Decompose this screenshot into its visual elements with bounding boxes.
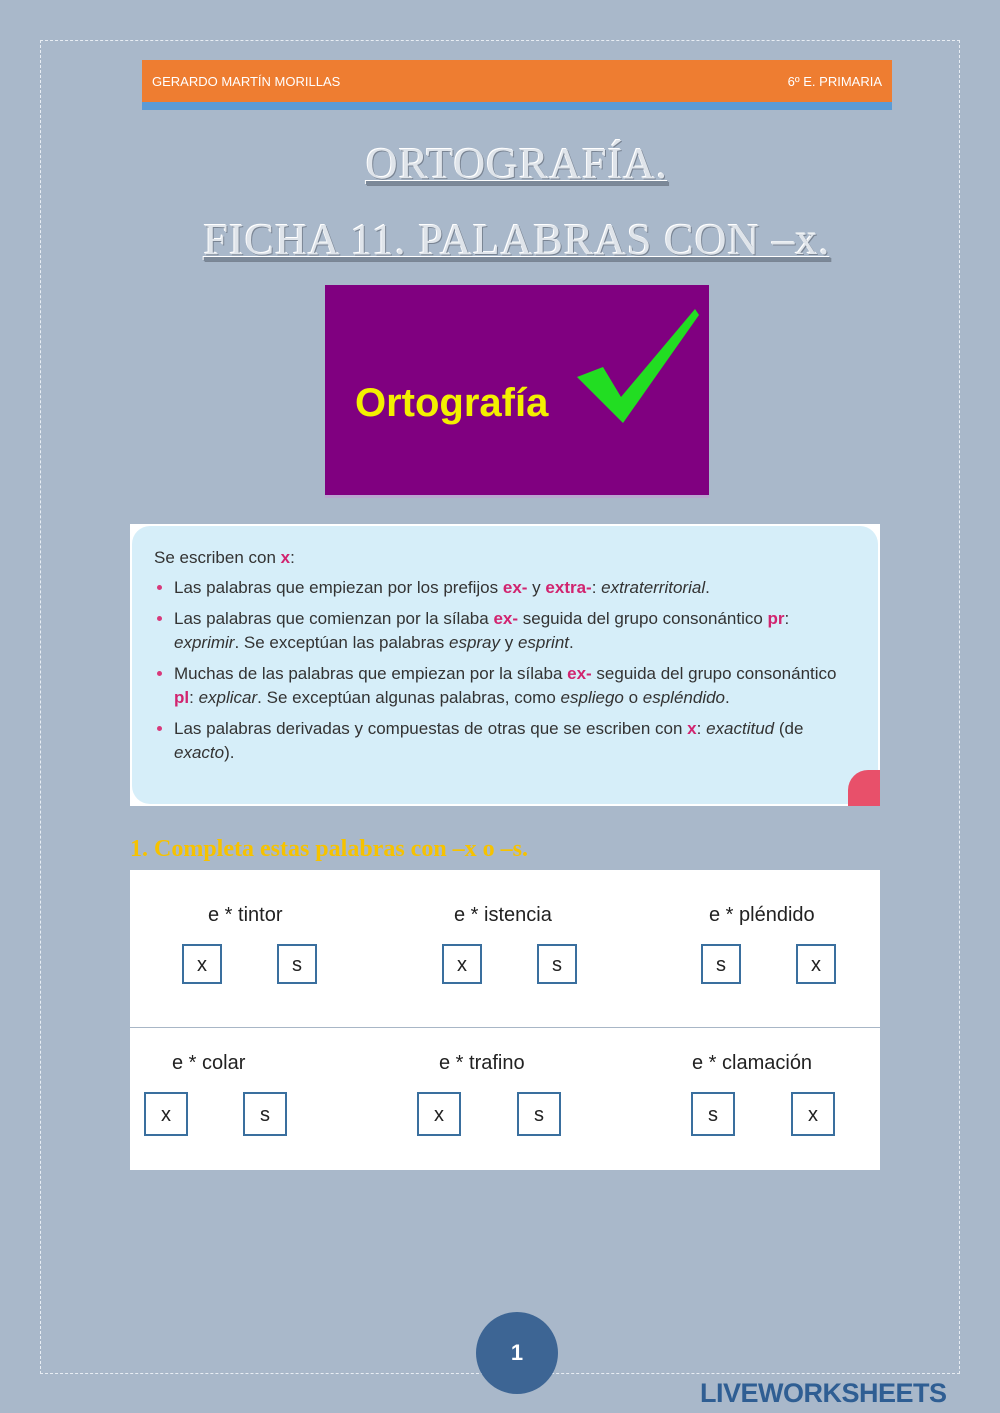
grade: 6º E. PRIMARIA: [787, 74, 882, 89]
rule-2: • Las palabras que comienzan por la sílaba ex- seguida del grupo consonántico pr: exprimir. Se exceptúan las palabras espray y esprint.: [174, 607, 856, 655]
option-box[interactable]: x: [796, 944, 836, 984]
author: GERARDO MARTÍN MORILLAS: [152, 74, 341, 89]
option-box[interactable]: s: [243, 1092, 287, 1136]
rule-3: • Muchas de las palabras que empiezan por la sílaba ex- seguida del grupo consonántico pl: explicar. Se exceptúan algunas palabras, como espliego o espléndido.: [174, 662, 856, 710]
word: e * clamación: [692, 1052, 813, 1074]
option-box[interactable]: s: [537, 944, 577, 984]
logo-text: Ortografía: [355, 381, 549, 425]
liveworksheets-logo: LIVEWORKSHEETS: [700, 1378, 947, 1408]
ortografia-logo: [325, 285, 709, 498]
word: e * tintor: [208, 904, 283, 926]
word: e * trafino: [439, 1052, 525, 1074]
option-box[interactable]: s: [517, 1092, 561, 1136]
rule-4: • Las palabras derivadas y compuestas de otras que se escriben con x: exactitud (de exacto).: [174, 717, 856, 765]
page-header: [142, 60, 892, 110]
title-line-2: FICHA 11. PALABRAS CON –x.: [203, 215, 831, 264]
option-box[interactable]: s: [701, 944, 741, 984]
exercise-question: 1. Completa estas palabras con –x o –s.: [130, 836, 529, 862]
option-box[interactable]: x: [144, 1092, 188, 1136]
title-line-1: ORTOGRAFÍA.: [365, 139, 669, 188]
rule-1: • Las palabras que empiezan por los prefijos ex- y extra-: extraterritorial.: [174, 576, 856, 600]
word: e * pléndido: [709, 904, 815, 926]
option-box[interactable]: s: [691, 1092, 735, 1136]
book-badge-icon: [848, 770, 880, 806]
word: e * istencia: [454, 904, 552, 926]
rules-box: Se escriben con x: • Las palabras que empiezan por los prefijos ex- y extra-: extraterritorial. • Las palabras que comienzan por la sílaba ex- seguida del grupo consonántico pr: exprimir. Se exceptúan las palabras espray y esprint. • Muchas de las palabras que empiezan por la sílaba ex- seguida del grupo consonántico pl: explicar. Se exceptúan algunas palabras, como espliego o espléndido. • Las palabras derivadas y compuestas de otras que se escriben con x: exactitud (de exacto).: [130, 524, 880, 806]
page-number: 1: [476, 1312, 558, 1394]
option-box[interactable]: x: [182, 944, 222, 984]
word: e * colar: [172, 1052, 246, 1074]
option-box[interactable]: x: [791, 1092, 835, 1136]
option-box[interactable]: x: [442, 944, 482, 984]
checkmark-icon: [573, 307, 703, 427]
exercise-panel: [130, 870, 880, 1170]
option-box[interactable]: x: [417, 1092, 461, 1136]
divider: [130, 1027, 880, 1028]
option-box[interactable]: s: [277, 944, 317, 984]
